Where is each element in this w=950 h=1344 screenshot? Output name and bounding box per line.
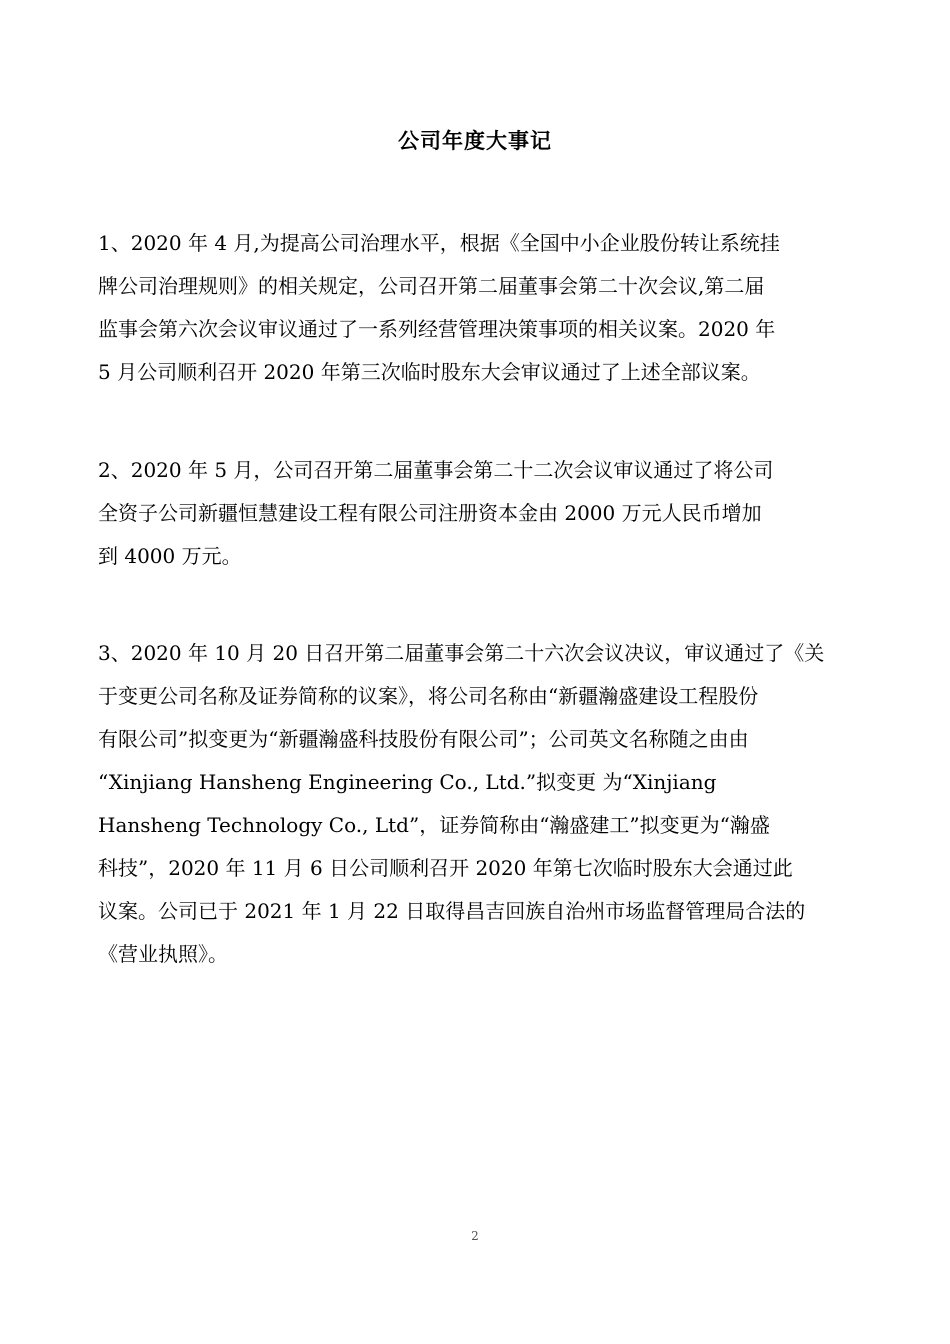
paragraph-line: 监事会第六次会议审议通过了一系列经营管理决策事项的相关议案。2020 年	[98, 317, 776, 341]
paragraph-line: 《营业执照》。	[98, 942, 228, 966]
paragraph-line: 3、2020 年 10 月 20 日召开第二届董事会第二十六次会议决议，审议通过了《关	[98, 641, 825, 665]
paragraph-line: 科技”，2020 年 11 月 6 日公司顺利召开 2020 年第七次临时股东大会通过此	[98, 856, 793, 880]
paragraph-line: 5 月公司顺利召开 2020 年第三次临时股东大会审议通过了上述全部议案。	[98, 360, 761, 384]
paragraph-line: 2、2020 年 5 月，公司召开第二届董事会第二十二次会议审议通过了将公司	[98, 458, 774, 482]
paragraph-line: 到 4000 万元。	[98, 544, 242, 568]
paragraph-line: 于变更公司名称及证券简称的议案》，将公司名称由“新疆瀚盛建设工程股份	[98, 684, 759, 708]
paragraph-line: “Xinjiang Hansheng Engineering Co., Ltd.”拟变更 为“Xinjiang	[98, 770, 717, 794]
paragraph-line: Hansheng Technology Co., Ltd”，证券简称由“瀚盛建工”拟变更为“瀚盛	[98, 813, 770, 837]
paragraph-2	[98, 449, 858, 578]
paragraph-1	[98, 222, 858, 394]
page-title: 公司年度大事记	[398, 129, 552, 153]
page-number: 2	[471, 1229, 479, 1243]
paragraph-line: 牌公司治理规则》的相关规定，公司召开第二届董事会第二十次会议,第二届	[98, 274, 765, 298]
paragraph-line: 议案。公司已于 2021 年 1 月 22 日取得昌吉回族自治州市场监督管理局合法的	[98, 899, 806, 923]
paragraph-line: 有限公司”拟变更为“新疆瀚盛科技股份有限公司”；公司英文名称随之由由	[98, 727, 749, 751]
paragraph-line: 1、2020 年 4 月,为提高公司治理水平，根据《全国中小企业股份转让系统挂	[98, 231, 780, 255]
paragraph-3	[98, 632, 858, 976]
paragraph-line: 全资子公司新疆恒慧建设工程有限公司注册资本金由 2000 万元人民币增加	[98, 501, 762, 525]
